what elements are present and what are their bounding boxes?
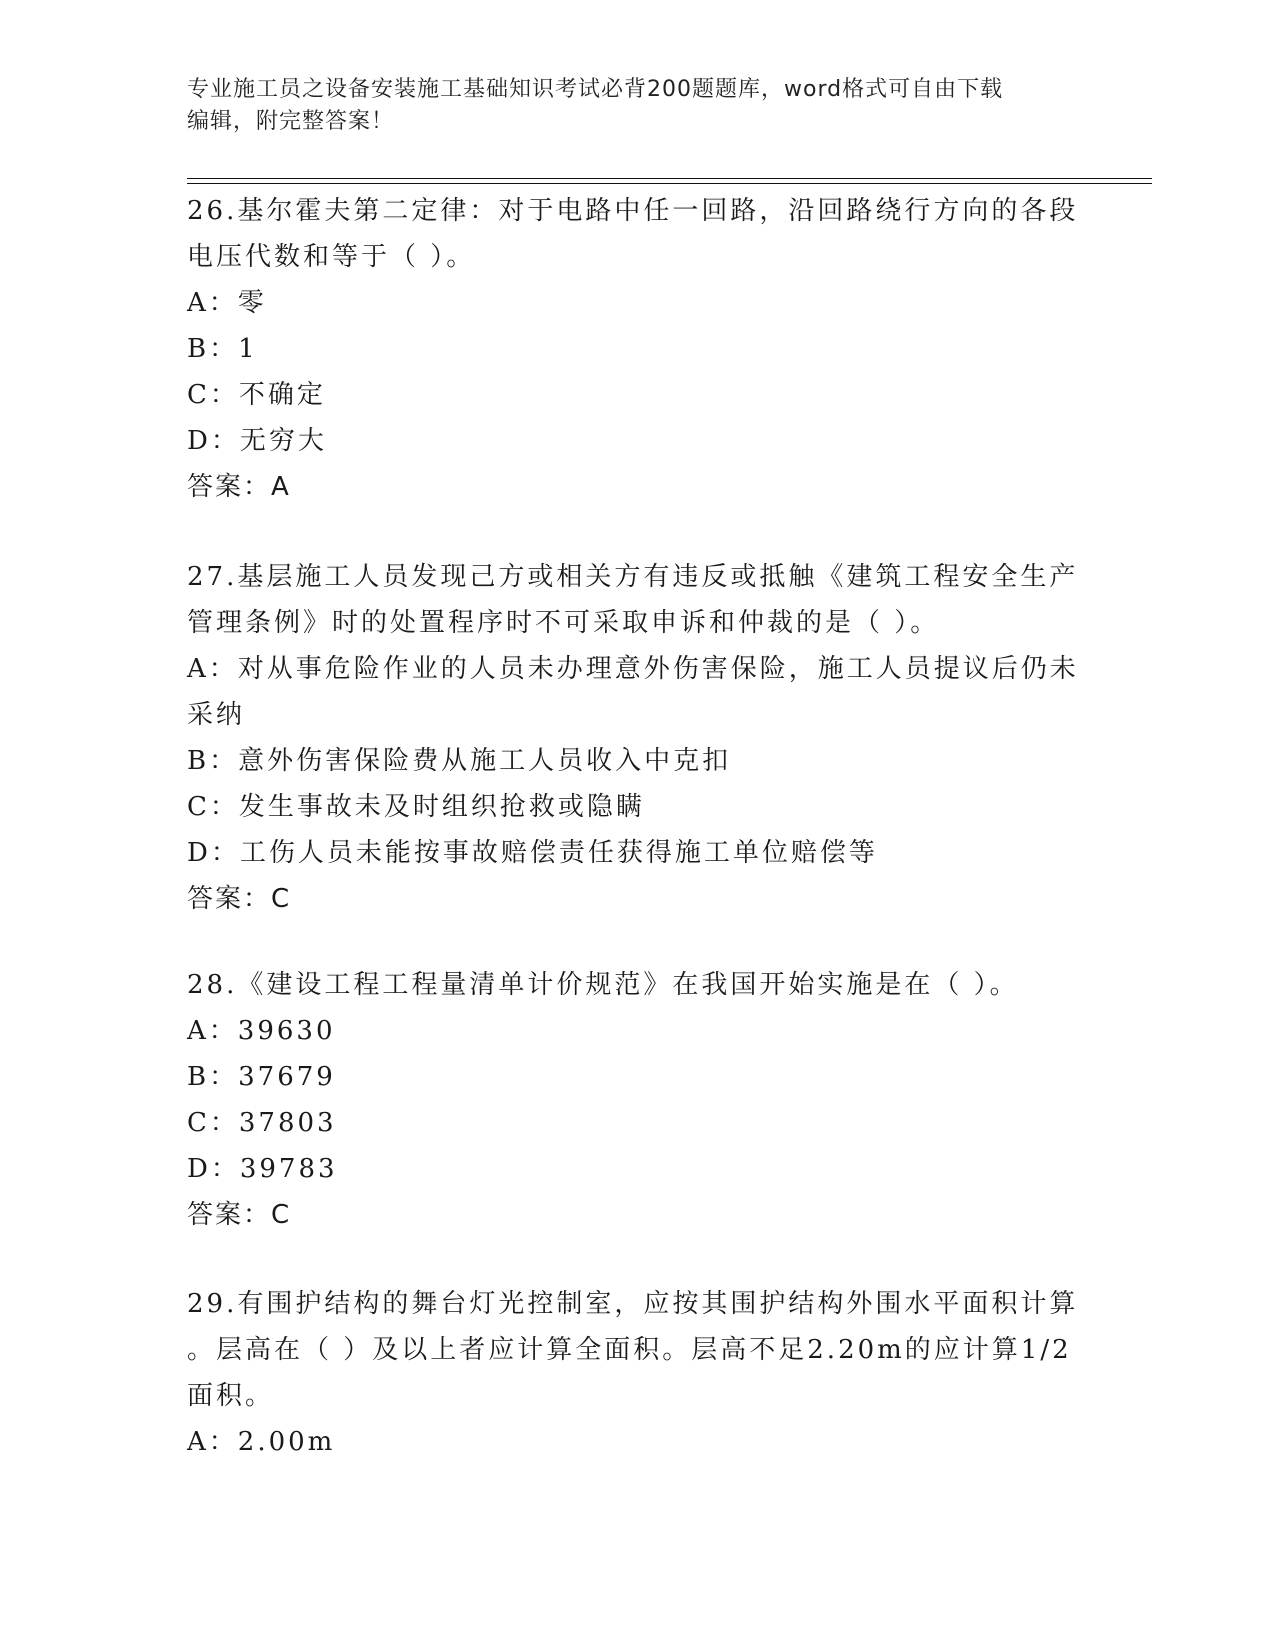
option-a: A：零 [187,288,267,318]
option-c: C：不确定 [187,380,326,410]
option-b: B：1 [187,334,258,364]
question-text-line: 29.有围护结构的舞台灯光控制室，应按其围护结构外围水平面积计算 [187,1289,1079,1319]
option-a: A：39630 [187,1016,336,1046]
answer: 答案：C [187,1200,292,1230]
option-a: A：对从事危险作业的人员未办理意外伤害保险，施工人员提议后仍未 [187,654,1079,684]
question-text-line: 28.《建设工程工程量清单计价规范》在我国开始实施是在（ ）。 [187,970,1019,1000]
option-c: C：发生事故未及时组织抢救或隐瞒 [187,792,645,822]
header-line-1: 专业施工员之设备安装施工基础知识考试必背200题题库，word格式可自由下载 [187,77,1004,102]
document-header [187,74,1067,138]
option-c: C：37803 [187,1108,337,1138]
option-a-continued: 采纳 [187,700,246,730]
question-text-line: 。层高在（ ）及以上者应计算全面积。层高不足2.20m的应计算1/2 [187,1335,1072,1365]
question-29 [187,1281,1087,1465]
question-text-line: 电压代数和等于（ ）。 [187,242,476,272]
option-b: B：意外伤害保险费从施工人员收入中克扣 [187,746,732,776]
answer: 答案：A [187,472,291,502]
question-27 [187,554,1087,922]
header-divider-bottom [187,183,1152,184]
question-28 [187,962,1087,1238]
question-26 [187,188,1087,510]
answer: 答案：C [187,884,292,914]
question-text-line: 面积。 [187,1381,275,1411]
option-b: B：37679 [187,1062,336,1092]
header-line-2: 编辑，附完整答案！ [187,109,395,134]
option-d: D：39783 [187,1154,338,1184]
option-d: D：无穷大 [187,426,327,456]
option-a: A：2.00m [187,1427,336,1457]
question-text-line: 管理条例》时的处置程序时不可采取申诉和仲裁的是（ ）。 [187,608,940,638]
header-divider-top [187,178,1152,179]
question-text-line: 26.基尔霍夫第二定律：对于电路中任一回路，沿回路绕行方向的各段 [187,196,1079,226]
question-text-line: 27.基层施工人员发现己方或相关方有违反或抵触《建筑工程安全生产 [187,562,1079,592]
option-d: D：工伤人员未能按事故赔偿责任获得施工单位赔偿等 [187,838,878,868]
